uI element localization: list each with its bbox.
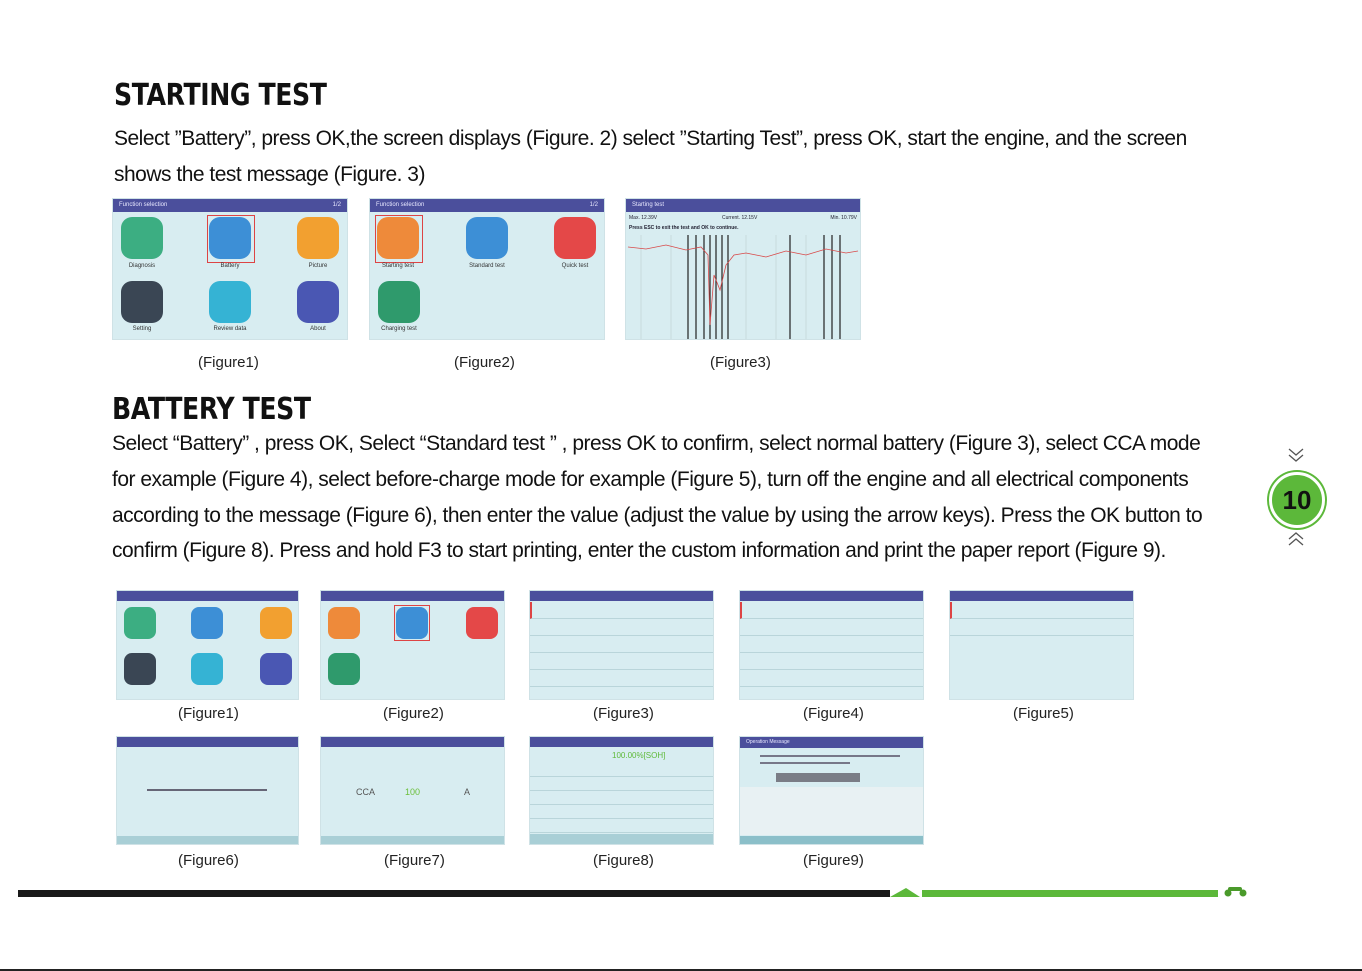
starting-test-line-2: shows the test message (Figure. 3)	[114, 163, 425, 186]
bfig2-title-bar	[321, 591, 504, 601]
bfig8-row-3	[530, 791, 713, 805]
fig2-label-standard-test: Standard test	[469, 263, 505, 269]
bfig1-title-bar	[117, 591, 298, 601]
battery-figure5-screenshot	[949, 590, 1134, 700]
caption-battery-figure5: (Figure5)	[1013, 705, 1074, 722]
bfig4-row-5	[740, 670, 923, 687]
bfig4-row-3	[740, 636, 923, 653]
battery-test-line-4: confirm (Figure 8). Press and hold F3 to start printing, enter the custom information and print the paper report (Figure 9).	[112, 539, 1166, 562]
fig3-title-bar	[626, 199, 860, 212]
bfig9-input-field[interactable]	[776, 773, 860, 782]
battery-icon	[209, 217, 251, 259]
info-icon	[297, 281, 339, 323]
battery-figure6-screenshot	[116, 736, 299, 845]
motorcycle-icon	[124, 607, 156, 639]
fig1-title: Function selection	[119, 202, 168, 208]
bfig8-soh-value: 100.00%[SOH]	[612, 751, 666, 760]
bfig9-title: Operation Message	[746, 739, 790, 745]
play-icon	[191, 653, 223, 685]
caption-battery-figure2: (Figure2)	[383, 705, 444, 722]
battery-figure8-screenshot	[529, 736, 714, 845]
fig1-label-setting: Setting	[132, 326, 152, 332]
fig3-current: Current. 12.15V	[722, 215, 758, 221]
gear-icon	[124, 653, 156, 685]
fig3-voltage-graph	[626, 235, 860, 339]
battery-figure7-screenshot	[320, 736, 505, 845]
fig2-title-bar	[370, 199, 604, 212]
chevron-down-icon	[1282, 446, 1310, 466]
battery-test-line-2: for example (Figure 4), select before-charge mode for example (Figure 5), turn off the engine and all electrical components	[112, 468, 1189, 491]
bfig6-message-text	[147, 789, 267, 791]
bfig3-row-5	[530, 670, 713, 687]
battery-test-line-1: Select “Battery” , press OK, Select “Standard test ” , press OK to confirm, select normal battery (Figure 3), select CCA mode	[112, 432, 1201, 455]
fig1-label-diagnosis: Diagnosis	[128, 263, 156, 269]
caption-battery-figure8: (Figure8)	[593, 852, 654, 869]
battery-figure1-screenshot	[116, 590, 299, 700]
bfig4-title-bar	[740, 591, 923, 601]
figure1-screenshot	[112, 198, 348, 340]
bfig9-title-bar	[740, 737, 923, 748]
charging-test-icon	[378, 281, 420, 323]
bfig5-row-1	[950, 602, 1133, 619]
bfig6-footer	[117, 836, 298, 844]
caption-battery-figure3: (Figure3)	[593, 705, 654, 722]
footer-decoration	[0, 880, 1362, 910]
bfig6-title-bar	[117, 737, 298, 747]
figure2-screenshot	[369, 198, 605, 340]
bfig3-row-4	[530, 653, 713, 670]
bfig3-row-1	[530, 602, 713, 619]
caption-figure3-top: (Figure3)	[710, 354, 771, 371]
motorcycle-icon	[121, 217, 163, 259]
fig2-title: Function selection	[376, 202, 425, 208]
starting-test-icon	[328, 607, 360, 639]
bfig5-row-2	[950, 619, 1133, 636]
fig2-label-starting-test: Starting test	[381, 263, 414, 269]
battery-icon	[191, 607, 223, 639]
motorcycle-icon	[1225, 887, 1247, 897]
quick-test-icon	[554, 217, 596, 259]
bfig9-message-line-2	[760, 762, 850, 764]
bfig8-row-4	[530, 805, 713, 819]
fig2-page: 1/2	[589, 202, 598, 208]
caption-figure1-top: (Figure1)	[198, 354, 259, 371]
figure3-screenshot	[625, 198, 861, 340]
bfig8-row-1	[530, 763, 713, 777]
picture-icon	[297, 217, 339, 259]
battery-figure3-screenshot	[529, 590, 714, 700]
charging-test-icon	[328, 653, 360, 685]
starting-test-icon	[377, 217, 419, 259]
caption-battery-figure1: (Figure1)	[178, 705, 239, 722]
page-number-badge: 10	[1269, 472, 1325, 528]
bfig3-row-2	[530, 619, 713, 636]
battery-test-line-3: according to the message (Figure 6), then enter the value (adjust the value by using the arrow keys). Press the OK button to	[112, 504, 1203, 527]
info-icon	[260, 653, 292, 685]
bfig5-title-bar	[950, 591, 1133, 601]
quick-test-icon	[466, 607, 498, 639]
caption-battery-figure7: (Figure7)	[384, 852, 445, 869]
bfig7-cca-value[interactable]: 100	[405, 787, 421, 797]
fig2-label-charging-test: Charging test	[381, 326, 417, 332]
fig3-min: Min. 10.79V	[830, 215, 857, 221]
standard-test-icon	[396, 607, 428, 639]
battery-figure4-screenshot	[739, 590, 924, 700]
bfig8-row-5	[530, 819, 713, 833]
bfig7-cca-label: CCA	[356, 787, 376, 797]
picture-icon	[260, 607, 292, 639]
fig1-label-about: About	[310, 326, 326, 332]
play-icon	[209, 281, 251, 323]
bfig7-footer	[321, 836, 504, 844]
bfig4-row-4	[740, 653, 923, 670]
bfig8-footer	[530, 834, 713, 844]
bfig9-keyboard	[740, 787, 923, 835]
fig1-label-battery: Battery	[220, 263, 240, 269]
bfig4-row-2	[740, 619, 923, 636]
bfig8-title-bar	[530, 737, 713, 747]
fig3-title: Starting test	[632, 202, 665, 208]
fig3-max: Max. 12.39V	[629, 215, 658, 221]
fig1-label-picture: Picture	[308, 263, 328, 269]
starting-test-line-1: Select ”Battery”, press OK,the screen displays (Figure. 2) select ”Starting Test”, press OK, start the engine, and the screen	[114, 127, 1187, 150]
caption-figure2-top: (Figure2)	[454, 354, 515, 371]
bfig7-title-bar	[321, 737, 504, 747]
bfig9-message-line-1	[760, 755, 900, 757]
fig1-label-review-data: Review data	[213, 326, 247, 332]
chevron-up-icon	[1282, 530, 1310, 550]
fig1-page: 1/2	[332, 202, 341, 208]
bfig8-row-2	[530, 777, 713, 791]
gear-icon	[121, 281, 163, 323]
battery-figure2-screenshot	[320, 590, 505, 700]
bfig7-unit: A	[464, 787, 471, 797]
bfig9-footer	[740, 836, 923, 844]
battery-figure9-screenshot	[739, 736, 924, 845]
fig3-hint: Press ESC to exit the test and OK to continue.	[629, 225, 739, 231]
fig1-title-bar	[113, 199, 347, 212]
fig2-label-quick-test: Quick test	[561, 263, 589, 269]
caption-battery-figure6: (Figure6)	[178, 852, 239, 869]
caption-battery-figure4: (Figure4)	[803, 705, 864, 722]
standard-test-icon	[466, 217, 508, 259]
bfig3-title-bar	[530, 591, 713, 601]
bfig4-row-1	[740, 602, 923, 619]
bfig3-row-3	[530, 636, 713, 653]
caption-battery-figure9: (Figure9)	[803, 852, 864, 869]
section-title-battery-test: BATTERY TEST	[112, 392, 311, 427]
section-title-starting-test: STARTING TEST	[114, 78, 327, 113]
